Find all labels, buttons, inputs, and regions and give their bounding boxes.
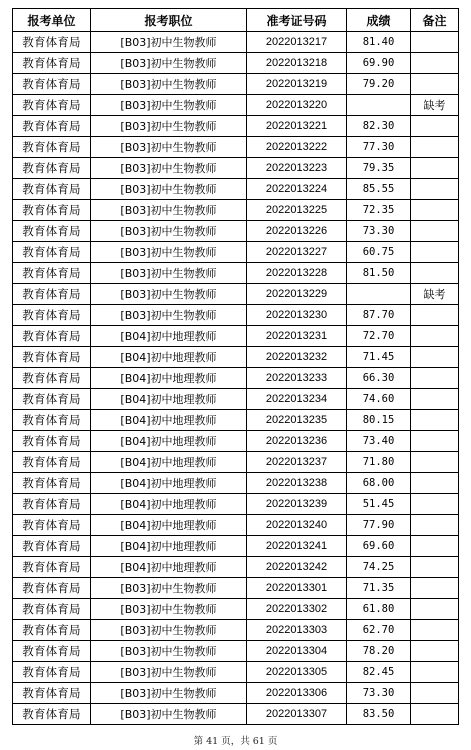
cell-note [411,368,459,389]
cell-position: [B03]初中生物教师 [91,53,247,74]
cell-position: [B03]初中生物教师 [91,200,247,221]
cell-unit: 教育体育局 [13,326,91,347]
cell-score: 77.90 [347,515,411,536]
table-body [13,32,459,725]
cell-exam-id: 2022013301 [247,578,347,599]
cell-note [411,704,459,725]
header-row [13,9,459,32]
cell-position: [B03]初中生物教师 [91,578,247,599]
cell-position: [B04]初中地理教师 [91,431,247,452]
cell-exam-id: 2022013221 [247,116,347,137]
cell-unit: 教育体育局 [13,620,91,641]
cell-score: 74.60 [347,389,411,410]
cell-note [411,347,459,368]
cell-position: [B03]初中生物教师 [91,137,247,158]
cell-score: 72.70 [347,326,411,347]
cell-exam-id: 2022013303 [247,620,347,641]
table-row [13,452,459,473]
cell-unit: 教育体育局 [13,683,91,704]
cell-position: [B03]初中生物教师 [91,32,247,53]
cell-score: 85.55 [347,179,411,200]
table-row [13,347,459,368]
cell-position: [B03]初中生物教师 [91,179,247,200]
table-row [13,305,459,326]
cell-score: 71.35 [347,578,411,599]
table-row [13,515,459,536]
cell-score: 60.75 [347,242,411,263]
table-row [13,95,459,116]
cell-unit: 教育体育局 [13,494,91,515]
cell-position: [B04]初中地理教师 [91,326,247,347]
cell-exam-id: 2022013223 [247,158,347,179]
cell-exam-id: 2022013241 [247,536,347,557]
cell-note [411,431,459,452]
cell-note [411,620,459,641]
table-row [13,284,459,305]
cell-unit: 教育体育局 [13,704,91,725]
cell-score: 74.25 [347,557,411,578]
table-row [13,473,459,494]
cell-unit: 教育体育局 [13,179,91,200]
cell-position: [B04]初中地理教师 [91,494,247,515]
cell-note [411,242,459,263]
cell-position: [B04]初中地理教师 [91,389,247,410]
cell-unit: 教育体育局 [13,368,91,389]
cell-exam-id: 2022013231 [247,326,347,347]
cell-unit: 教育体育局 [13,284,91,305]
cell-position: [B04]初中地理教师 [91,452,247,473]
cell-exam-id: 2022013217 [247,32,347,53]
header-note: 备注 [411,9,459,32]
cell-unit: 教育体育局 [13,95,91,116]
cell-exam-id: 2022013237 [247,452,347,473]
table-row [13,74,459,95]
cell-exam-id: 2022013239 [247,494,347,515]
cell-score [347,95,411,116]
table-row [13,683,459,704]
cell-score: 87.70 [347,305,411,326]
cell-unit: 教育体育局 [13,200,91,221]
cell-unit: 教育体育局 [13,32,91,53]
cell-score: 69.90 [347,53,411,74]
cell-score: 82.30 [347,116,411,137]
cell-exam-id: 2022013224 [247,179,347,200]
table-row [13,389,459,410]
cell-unit: 教育体育局 [13,473,91,494]
cell-exam-id: 2022013220 [247,95,347,116]
cell-score: 73.30 [347,683,411,704]
table-row [13,137,459,158]
cell-position: [B04]初中地理教师 [91,536,247,557]
cell-position: [B03]初中生物教师 [91,74,247,95]
table-row [13,536,459,557]
cell-position: [B04]初中地理教师 [91,557,247,578]
cell-exam-id: 2022013238 [247,473,347,494]
cell-score: 79.35 [347,158,411,179]
cell-note [411,200,459,221]
cell-exam-id: 2022013235 [247,410,347,431]
cell-note [411,74,459,95]
cell-exam-id: 2022013242 [247,557,347,578]
cell-note [411,32,459,53]
cell-score: 61.80 [347,599,411,620]
table-header [13,9,459,32]
cell-exam-id: 2022013233 [247,368,347,389]
cell-position: [B04]初中地理教师 [91,368,247,389]
cell-note [411,116,459,137]
cell-exam-id: 2022013218 [247,53,347,74]
cell-position: [B03]初中生物教师 [91,95,247,116]
cell-position: [B03]初中生物教师 [91,599,247,620]
table-row [13,662,459,683]
cell-exam-id: 2022013226 [247,221,347,242]
table-row [13,53,459,74]
header-exam-id: 准考证号码 [247,9,347,32]
cell-score: 71.45 [347,347,411,368]
results-sheet [12,8,458,725]
table-row [13,431,459,452]
cell-exam-id: 2022013236 [247,431,347,452]
cell-note [411,137,459,158]
cell-note [411,473,459,494]
cell-note [411,599,459,620]
cell-note [411,641,459,662]
cell-position: [B03]初中生物教师 [91,641,247,662]
cell-score: 81.40 [347,32,411,53]
cell-unit: 教育体育局 [13,641,91,662]
cell-score: 51.45 [347,494,411,515]
page-number: 第 41 页，共 61 页 [193,736,278,747]
table-row [13,263,459,284]
cell-unit: 教育体育局 [13,263,91,284]
cell-note [411,53,459,74]
cell-exam-id: 2022013307 [247,704,347,725]
cell-score: 78.20 [347,641,411,662]
cell-exam-id: 2022013232 [247,347,347,368]
cell-unit: 教育体育局 [13,221,91,242]
cell-note [411,263,459,284]
cell-exam-id: 2022013229 [247,284,347,305]
cell-unit: 教育体育局 [13,116,91,137]
cell-exam-id: 2022013302 [247,599,347,620]
cell-exam-id: 2022013240 [247,515,347,536]
cell-note [411,158,459,179]
cell-score: 71.80 [347,452,411,473]
cell-position: [B04]初中地理教师 [91,473,247,494]
cell-score: 72.35 [347,200,411,221]
cell-unit: 教育体育局 [13,599,91,620]
cell-note [411,389,459,410]
cell-unit: 教育体育局 [13,662,91,683]
table-row [13,158,459,179]
cell-note [411,326,459,347]
table-row [13,557,459,578]
header-unit: 报考单位 [13,9,91,32]
table-row [13,578,459,599]
cell-note [411,683,459,704]
cell-note [411,536,459,557]
table-row [13,410,459,431]
table-row [13,368,459,389]
cell-unit: 教育体育局 [13,431,91,452]
cell-position: [B03]初中生物教师 [91,221,247,242]
table-row [13,242,459,263]
header-score: 成绩 [347,9,411,32]
cell-score: 83.50 [347,704,411,725]
cell-exam-id: 2022013304 [247,641,347,662]
cell-note [411,578,459,599]
cell-exam-id: 2022013306 [247,683,347,704]
cell-unit: 教育体育局 [13,53,91,74]
cell-position: [B03]初中生物教师 [91,683,247,704]
cell-score: 77.30 [347,137,411,158]
cell-exam-id: 2022013305 [247,662,347,683]
cell-position: [B03]初中生物教师 [91,305,247,326]
cell-unit: 教育体育局 [13,515,91,536]
cell-position: [B04]初中地理教师 [91,347,247,368]
cell-note [411,305,459,326]
cell-unit: 教育体育局 [13,242,91,263]
cell-position: [B03]初中生物教师 [91,242,247,263]
cell-note [411,221,459,242]
cell-score: 81.50 [347,263,411,284]
cell-exam-id: 2022013222 [247,137,347,158]
cell-unit: 教育体育局 [13,389,91,410]
cell-position: [B04]初中地理教师 [91,515,247,536]
cell-unit: 教育体育局 [13,137,91,158]
cell-exam-id: 2022013230 [247,305,347,326]
cell-note [411,410,459,431]
cell-note: 缺考 [411,284,459,305]
cell-position: [B03]初中生物教师 [91,620,247,641]
cell-unit: 教育体育局 [13,410,91,431]
cell-position: [B04]初中地理教师 [91,410,247,431]
cell-position: [B03]初中生物教师 [91,662,247,683]
table-row [13,599,459,620]
cell-note [411,179,459,200]
results-table [12,8,459,725]
cell-score: 82.45 [347,662,411,683]
cell-note [411,494,459,515]
table-row [13,641,459,662]
cell-note [411,662,459,683]
table-row [13,32,459,53]
table-row [13,179,459,200]
cell-score: 66.30 [347,368,411,389]
cell-note [411,515,459,536]
cell-unit: 教育体育局 [13,347,91,368]
cell-unit: 教育体育局 [13,158,91,179]
cell-position: [B03]初中生物教师 [91,116,247,137]
table-row [13,116,459,137]
cell-unit: 教育体育局 [13,557,91,578]
cell-score: 80.15 [347,410,411,431]
cell-unit: 教育体育局 [13,578,91,599]
table-row [13,326,459,347]
cell-score: 69.60 [347,536,411,557]
cell-position: [B03]初中生物教师 [91,263,247,284]
cell-exam-id: 2022013227 [247,242,347,263]
cell-score: 68.00 [347,473,411,494]
cell-position: [B03]初中生物教师 [91,704,247,725]
cell-exam-id: 2022013228 [247,263,347,284]
cell-score: 79.20 [347,74,411,95]
cell-position: [B03]初中生物教师 [91,158,247,179]
cell-unit: 教育体育局 [13,74,91,95]
cell-unit: 教育体育局 [13,536,91,557]
table-row [13,200,459,221]
cell-score: 73.40 [347,431,411,452]
cell-exam-id: 2022013234 [247,389,347,410]
cell-note [411,452,459,473]
cell-score: 62.70 [347,620,411,641]
cell-unit: 教育体育局 [13,305,91,326]
table-row [13,620,459,641]
cell-note [411,557,459,578]
cell-exam-id: 2022013219 [247,74,347,95]
cell-unit: 教育体育局 [13,452,91,473]
cell-score: 73.30 [347,221,411,242]
cell-exam-id: 2022013225 [247,200,347,221]
table-row [13,221,459,242]
table-row [13,494,459,515]
table-row [13,704,459,725]
cell-note: 缺考 [411,95,459,116]
cell-position: [B03]初中生物教师 [91,284,247,305]
header-position: 报考职位 [91,9,247,32]
cell-score [347,284,411,305]
